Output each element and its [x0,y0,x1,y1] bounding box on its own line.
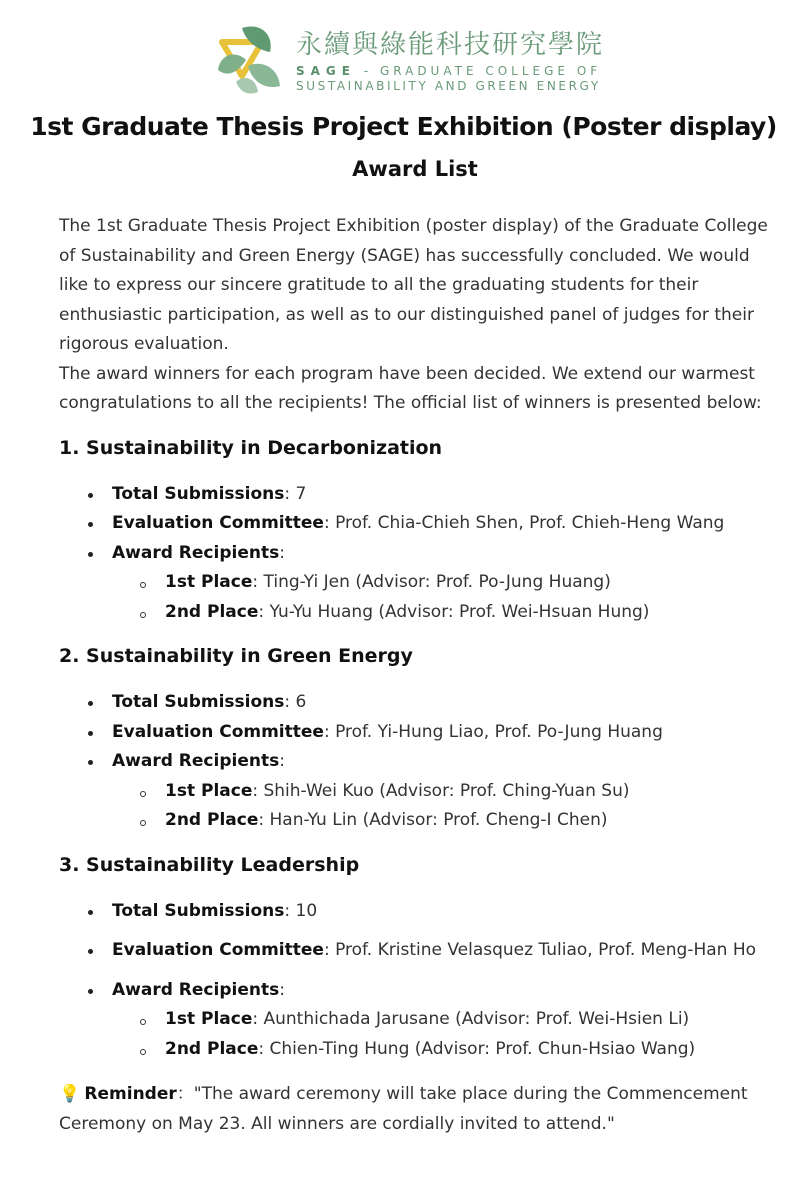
main-content [59,212,774,1139]
college-logo [212,20,612,98]
first-place-item [140,1005,774,1035]
logo-sage-acronym: SAGE [296,64,356,78]
second-place-label: 2nd Place [165,1038,259,1059]
second-place-label: 2nd Place [165,601,259,622]
evaluation-committee-item [86,936,774,966]
logo-line1-text: - GRADUATE COLLEGE OF [363,64,602,78]
recipients-colon: : [279,751,285,771]
logo-chinese-name: 永續與綠能科技研究學院 [296,30,605,60]
recipients-list [112,777,774,836]
logo-english-line-1 [296,64,601,78]
recipients-list [112,1005,774,1064]
recipients-label: Award Recipients [112,979,280,1000]
first-place-label: 1st Place [165,572,253,592]
total-submissions-value: : 7 [284,483,307,504]
section-details-list [59,897,774,1065]
award-section-1 [59,437,774,628]
evaluation-committee-item [86,509,774,539]
first-place-label: 1st Place [165,1009,253,1029]
section-heading: 1. Sustainability in Decarbonization [59,436,443,459]
first-place-value: : Ting-Yi Jen (Advisor: Prof. Po-Jung Huang) [252,572,611,592]
total-submissions-label: Total Submissions [112,900,285,921]
recipients-label: Award Recipients [112,751,280,771]
first-place-value: : Shih-Wei Kuo (Advisor: Prof. Ching-Yuan Su) [252,780,630,801]
section-details-list [59,688,774,836]
section-heading: 2. Sustainability in Green Energy [59,645,413,667]
second-place-value: : Yu-Yu Huang (Advisor: Prof. Wei-Hsuan Hung) [258,601,650,622]
reminder-text: "The award ceremony will take place during the Commencement Ceremony on May 23. All winners are cordially invited to attend." [59,1084,748,1134]
award-recipients-item [86,539,774,628]
page-title: 1st Graduate Thesis Project Exhibition (Poster display) [30,112,777,141]
section-heading: 3. Sustainability Leadership [59,853,360,876]
recipients-label: Award Recipients [112,542,280,563]
first-place-value: : Aunthichada Jarusane (Advisor: Prof. Wei-Hsien Li) [252,1009,690,1029]
reminder-label: Reminder [84,1084,177,1104]
evaluation-committee-item [86,718,774,748]
award-section-3 [59,854,774,1065]
committee-label: Evaluation Committee [112,721,324,742]
logo-english-line-2: SUSTAINABILITY AND GREEN ENERGY [296,79,601,93]
first-place-label: 1st Place [165,780,253,801]
award-section-2 [59,645,774,836]
award-recipients-item [86,747,774,836]
second-place-value: : Chien-Ting Hung (Advisor: Prof. Chun-Hsiao Wang) [258,1038,696,1059]
reminder-separator: ： [176,1084,194,1104]
second-place-item [140,598,774,628]
second-place-value: : Han-Yu Lin (Advisor: Prof. Cheng-I Chen) [258,810,608,830]
second-place-item [140,1035,774,1065]
total-submissions-item [86,480,774,510]
first-place-item [140,568,774,598]
total-submissions-item [86,897,774,927]
second-place-label: 2nd Place [165,810,259,830]
section-details-list [59,480,774,628]
recipients-colon: : [279,542,285,563]
committee-label: Evaluation Committee [112,513,324,533]
committee-value: : Prof. Yi-Hung Liao, Prof. Po-Jung Huang [323,721,663,742]
reminder-note [59,1080,774,1139]
total-submissions-label: Total Submissions [112,692,285,712]
recipients-list [112,568,774,627]
total-submissions-value: : 10 [284,900,318,921]
sage-leaf-emblem-icon [212,20,292,98]
second-place-item [140,806,774,836]
committee-value: : Prof. Kristine Velasquez Tuliao, Prof. Meng-Han Ho [323,940,757,960]
total-submissions-value: : 6 [284,692,307,712]
recipients-colon: : [279,979,285,1000]
first-place-item [140,777,774,807]
total-submissions-item [86,688,774,718]
lightbulb-icon: 💡 [59,1084,81,1104]
intro-paragraph-2: The award winners for each program have been decided. We extend our warmest congratulations to all the recipients! The official list of winners is presented below: [59,363,762,413]
intro-paragraph-1: The 1st Graduate Thesis Project Exhibition (poster display) of the Graduate College of Sustainability and Green Energy (SAGE) has successfully concluded. We would like to express our sincere gratitude to all the graduating students for their enthusiastic participation, as well as to our distinguished panel of judges for their rigorous evaluation. [59,216,768,354]
committee-value: : Prof. Chia-Chieh Shen, Prof. Chieh-Heng Wang [323,513,725,533]
page-subtitle: Award List [352,157,478,181]
committee-label: Evaluation Committee [112,940,324,960]
total-submissions-label: Total Submissions [112,483,285,504]
award-recipients-item [86,976,774,1065]
